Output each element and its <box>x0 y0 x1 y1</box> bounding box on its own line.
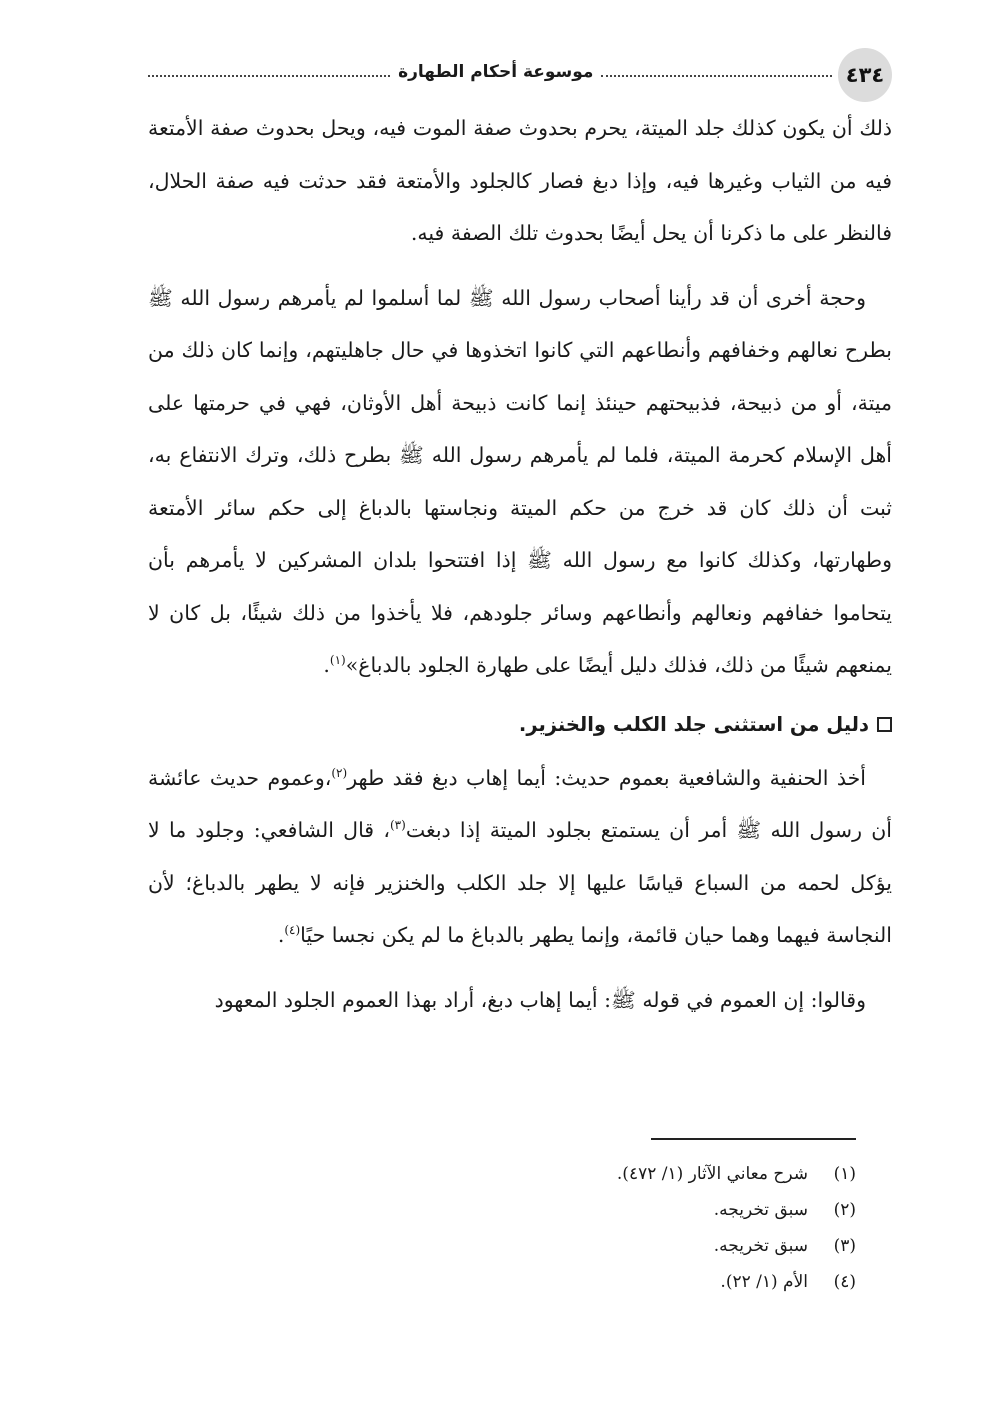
footnote-separator <box>651 1138 856 1140</box>
section-heading-text: دليل من استثنى جلد الكلب والخنزير. <box>518 712 869 736</box>
footnote-text: الأم (١/ ٢٢). <box>720 1272 808 1292</box>
footnote-ref-3[interactable]: (٣) <box>389 818 406 833</box>
footnote-text: شرح معاني الآثار (١/ ٤٧٢). <box>616 1164 808 1184</box>
footnote-ref-2[interactable]: (٢) <box>331 765 348 780</box>
footnote-ref-1[interactable]: (١) <box>329 653 346 668</box>
dotted-leader-left <box>148 75 390 77</box>
square-bullet-icon <box>877 717 892 732</box>
footnote-number: (١) <box>833 1164 856 1184</box>
paragraph-3-part-c: ، قال الشافعي: وجلود ما لا يؤكل لحمه من السباع قياسًا عليها إلا جلد الكلب والخنزير فإنه لا يطهر بالدباغ؛ لأن النجاسة فيهما وهما حيان قائمة، وإنما يطهر بالدباغ ما لم يكن نجسا حيًا <box>148 818 892 947</box>
paragraph-2-end: . <box>323 653 330 677</box>
paragraph-2-text: وحجة أخرى أن قد رأينا أصحاب رسول الله ﷺ لما أسلموا لم يأمرهم رسول الله ﷺ بطرح نعالهم وخفافهم وأنطاعهم التي كانوا اتخذوها في حال جاهليتهم، وإنما كان ذلك من ميتة، أو من ذبيحة، فذبيحتهم حينئذ إنما كانت ذبيحة أهل الأوثان، فهي في حرمتها على أهل الإسلام كحرمة الميتة، فلما لم يأمرهم رسول الله ﷺ بطرح ذلك، وترك الانتفاع به، ثبت أن ذلك كان قد خرج من حكم الميتة ونجاستها بالدباغ إلى حكم سائر الأمتعة وطهارتها، وكذلك كانوا مع رسول الله ﷺ إذا افتتحوا بلدان المشركين لا يأمرهم بأن يتحاموا خفافهم ونعالهم وأنطاعهم وسائر جلودهم، فلا يأخذوا من ذلك شيئًا، بل كان لا يمنعهم شيئًا من ذلك، فذلك دليل أيضًا على طهارة الجلود بالدباغ» <box>148 285 892 677</box>
footnote-number: (٤) <box>833 1272 856 1292</box>
footnote-item <box>256 1228 856 1264</box>
page-number: ٤٣٤ <box>838 48 892 102</box>
running-title-bar <box>148 52 832 92</box>
paragraph-4: وقالوا: إن العموم في قوله ﷺ: أيما إهاب دبغ، أراد بهذا العموم الجلود المعهود <box>214 987 866 1012</box>
running-title: موسوعة أحكام الطهارة <box>398 62 594 82</box>
page-header <box>148 44 892 104</box>
footnote-number: (٢) <box>833 1200 856 1220</box>
paragraph-3-part-b: ،وعموم حديث عائشة أن رسول الله ﷺ أمر أن يستمتع بجلود الميتة إذا دبغت <box>148 765 892 842</box>
paragraph-2 <box>148 272 892 692</box>
footnote-text: سبق تخريجه. <box>713 1200 808 1220</box>
footnote-item <box>256 1156 856 1192</box>
footnote-item <box>256 1264 856 1300</box>
paragraph-3-end: . <box>277 923 285 947</box>
footnote-number: (٣) <box>833 1236 856 1256</box>
paragraph-3-part-a: أخذ الحنفية والشافعية بعموم حديث: أيما إهاب دبغ فقد طهر <box>347 765 866 790</box>
paragraph-3 <box>148 752 892 962</box>
section-heading <box>148 702 892 748</box>
footnote-text: سبق تخريجه. <box>713 1236 808 1256</box>
paragraph-1: ذلك أن يكون كذلك جلد الميتة، يحرم بحدوث صفة الموت فيه، ويحل بحدوث صفة الأمتعة فيه من الثياب وغيرها فيه، وإذا دبغ فصار كالجلود والأمتعة فقد حدثت فيه صفة الحلال، فالنظر على ما ذكرنا أن يحل أيضًا بحدوث تلك الصفة فيه. <box>148 116 892 245</box>
main-text <box>148 102 892 1026</box>
dotted-leader-right <box>601 75 832 77</box>
footnotes <box>256 1156 856 1300</box>
footnote-ref-4[interactable]: (٤) <box>284 923 301 938</box>
footnote-item <box>256 1192 856 1228</box>
